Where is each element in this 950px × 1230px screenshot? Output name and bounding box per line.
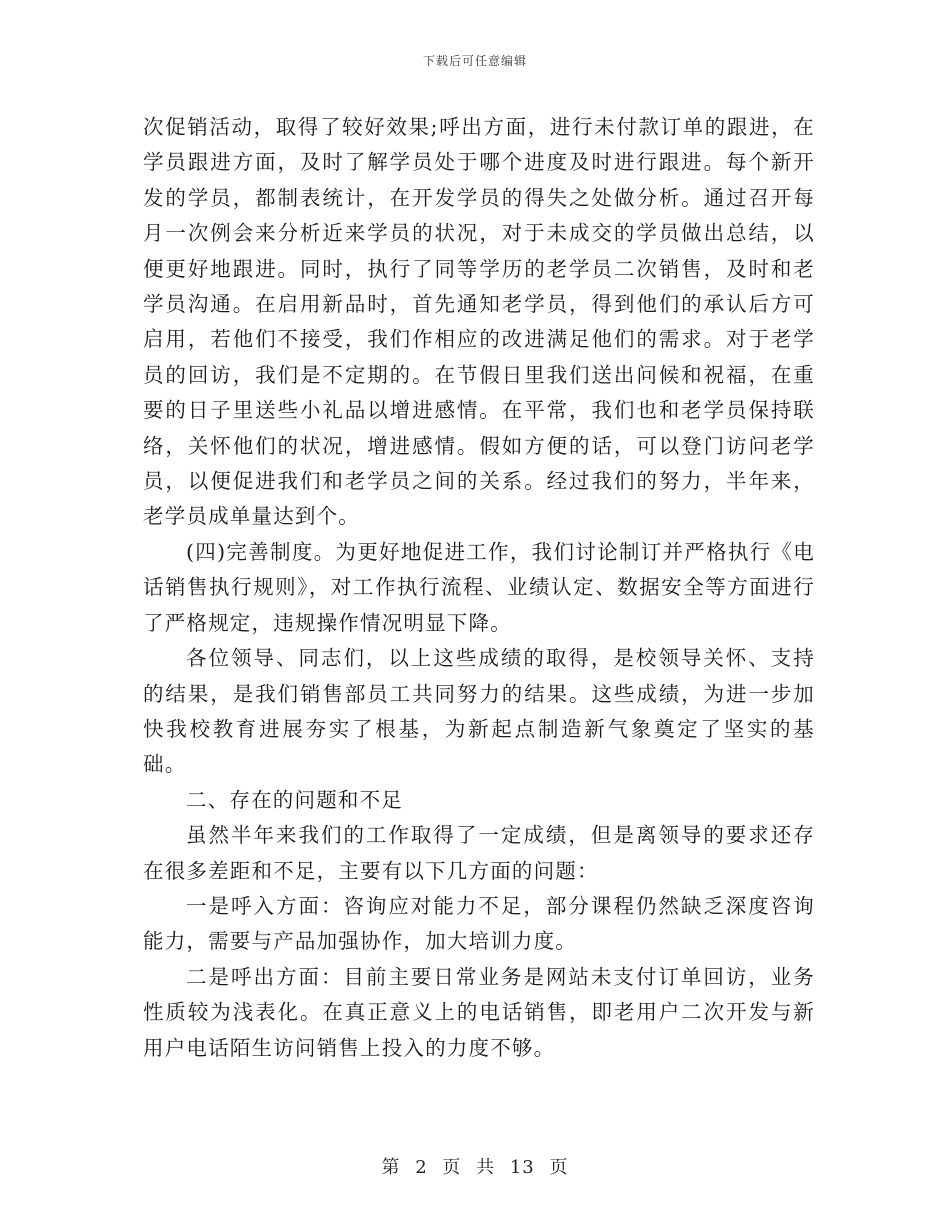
section-heading: 二、存在的问题和不足 <box>186 787 403 812</box>
paragraph-5: 虽然半年来我们的工作取得了一定成绩，但是离领导的要求还存在很多差距和不足，主要有以下几方面的问题： <box>143 823 815 883</box>
document-body <box>143 110 815 1066</box>
page-header-note: 下载后可任意编辑 <box>422 54 527 68</box>
paragraph-3: 各位领导、同志们，以上这些成绩的取得，是校领导关怀、支持的结果，是我们销售部员工共同努力的结果。这些成绩，为进一步加快我校教育进展夯实了根基，为新起点制造新气象奠定了坚实的基础。 <box>143 646 815 777</box>
paragraph-2: (四)完善制度。为更好地促进工作，我们讨论制订并严格执行《电话销售执行规则》，对工作执行流程、业绩认定、数据安全等方面进行了严格规定，违规操作情况明显下降。 <box>143 539 815 635</box>
page-number: 第 2 页 共 13 页 <box>381 1157 569 1178</box>
paragraph-6: 一是呼入方面：咨询应对能力不足，部分课程仍然缺乏深度咨询能力，需要与产品加强协作，加大培训力度。 <box>143 893 815 954</box>
paragraph-1: 次促销活动，取得了较好效果;呼出方面，进行未付款订单的跟进，在学员跟进方面，及时了解学员处于哪个进度及时进行跟进。每个新开发的学员，都制表统计，在开发学员的得失之处做分析。通过召开每月一次例会来分析近来学员的状况，对于未成交的学员做出总结，以便更好地跟进。同时，执行了同等学历的老学员二次销售，及时和老学员沟通。在启用新品时，首先通知老学员，得到他们的承认后方可启用，若他们不接受，我们作相应的改进满足他们的需求。对于老学员的回访，我们是不定期的。在节假日里我们送出问候和祝福，在重要的日子里送些小礼品以增进感情。在平常，我们也和老学员保持联络，关怀他们的状况，增进感情。假如方便的话，可以登门访问老学员，以便促进我们和老学员之间的关系。经过我们的努力，半年来，老学员成单量达到个。 <box>143 115 815 529</box>
paragraph-7: 二是呼出方面：目前主要日常业务是网站未支付订单回访，业务性质较为浅表化。在真正意义上的电话销售，即老用户二次开发与新用户电话陌生访问销售上投入的力度不够。 <box>143 964 815 1060</box>
